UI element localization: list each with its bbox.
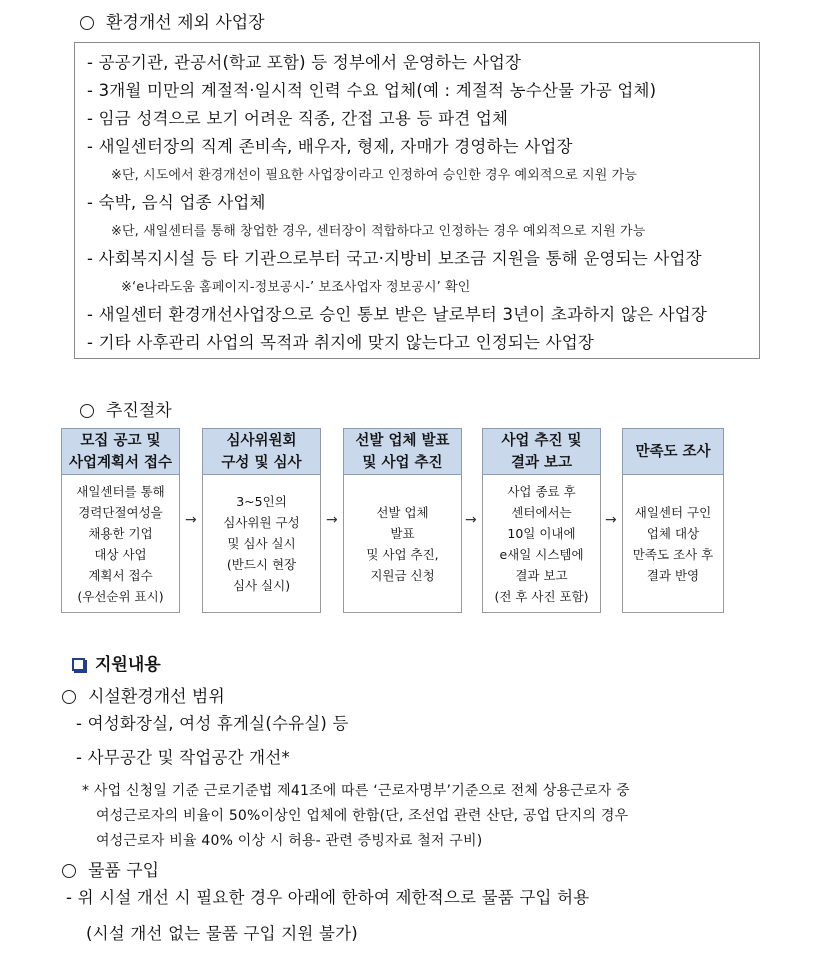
exclusion-note: ※‘e나라도움 홈페이지-정보공시-’ 보조사업자 정보공시’ 확인 [121,280,471,295]
exclusion-item: - 새일센터장의 직계 존비속, 배우자, 형제, 자매가 경영하는 사업장 [87,137,573,156]
step-title: 사업 추진 및 결과 보고 [482,428,601,475]
step-description: 3~5인의 심사위원 구성 및 심사 실시 (반드시 현장 심사 실시) [202,475,321,613]
step-title: 만족도 조사 [622,428,724,475]
facility-line: - 사무공간 및 작업공간 개선* [76,748,290,767]
facility-line: - 여성화장실, 여성 휴게실(수유실) 등 [76,714,349,733]
facility-heading [62,682,225,707]
arrow-right-icon: → [605,512,617,528]
goods-heading [62,856,159,881]
goods-line: - 위 시설 개선 시 필요한 경우 아래에 한하여 제한적으로 물품 구입 허용 [66,888,590,907]
exclusion-item: - 3개월 미만의 계절적·일시적 인력 수요 업체(예 : 계절적 농수산물 가공 업체) [87,81,657,100]
checkbox-square-icon [72,658,85,671]
procedure-heading-text: 추진절차 [106,401,172,421]
exclusion-item: - 공공기관, 관공서(학교 포함) 등 정부에서 운영하는 사업장 [87,53,522,72]
facility-note: * 사업 신청일 기준 근로기준법 제41조에 따른 ‘근로자명부’기준으로 전체 상용근로자 중 [82,783,630,799]
step-description: 새일센터 구인 업체 대상 만족도 조사 후 결과 반영 [622,475,724,613]
step-description: 선발 업체 발표 및 사업 추진, 지원금 신청 [343,475,462,613]
support-heading [72,650,161,675]
step-description: 새일센터를 통해 경력단절여성을 채용한 기업 대상 사업 계획서 접수 (우선순위 표시) [61,475,180,613]
circle-bullet-icon [80,16,94,30]
procedure-step [482,428,601,613]
arrow-right-icon: → [465,512,477,528]
exclusion-note: ※단, 시도에서 환경개선이 필요한 사업장이라고 인정하여 승인한 경우 예외적으로 지원 가능 [111,168,637,183]
exclusion-item: - 임금 성격으로 보기 어려운 직종, 간접 고용 등 파견 업체 [87,109,509,128]
procedure-step [61,428,180,613]
facility-note: 여성근로자 비율 40% 이상 시 허용- 관련 증빙자료 철저 구비) [96,833,483,849]
facility-note: 여성근로자의 비율이 50%이상인 업체에 한함(단, 조선업 관련 산단, 공업 단지의 경우 [96,808,629,824]
procedure-heading [80,396,172,421]
circle-bullet-icon [62,864,76,878]
step-description: 사업 종료 후 센터에서는 10일 이내에 e새일 시스템에 결과 보고 (전 후 사진 포함) [482,475,601,613]
exclusion-item: - 사회복지시설 등 타 기관으로부터 국고·지방비 보조금 지원을 통해 운영되는 사업장 [87,249,702,268]
goods-heading-text: 물품 구입 [88,861,160,881]
arrow-right-icon: → [185,512,197,528]
step-title: 선발 업체 발표 및 사업 추진 [343,428,462,475]
step-title: 심사위원회 구성 및 심사 [202,428,321,475]
exclusion-box [74,42,760,359]
facility-heading-text: 시설환경개선 범위 [88,687,225,707]
arrow-right-icon: → [326,512,338,528]
exclusion-heading [80,8,265,33]
circle-bullet-icon [80,404,94,418]
step-title: 모집 공고 및 사업계획서 접수 [61,428,180,475]
exclusion-item: - 숙박, 음식 업종 사업체 [87,193,266,212]
goods-line: (시설 개선 없는 물품 구입 지원 불가) [86,924,358,943]
exclusion-heading-text: 환경개선 제외 사업장 [106,13,265,33]
exclusion-item: - 새일센터 환경개선사업장으로 승인 통보 받은 날로부터 3년이 초과하지 않은 사업장 [87,305,708,324]
circle-bullet-icon [62,690,76,704]
procedure-step [622,428,724,613]
exclusion-item: - 기타 사후관리 사업의 목적과 취지에 맞지 않는다고 인정되는 사업장 [87,333,595,352]
procedure-step [202,428,321,613]
exclusion-note: ※단, 새일센터를 통해 창업한 경우, 센터장이 적합하다고 인정하는 경우 예외적으로 지원 가능 [111,224,646,239]
procedure-step [343,428,462,613]
support-heading-text: 지원내용 [95,655,161,675]
